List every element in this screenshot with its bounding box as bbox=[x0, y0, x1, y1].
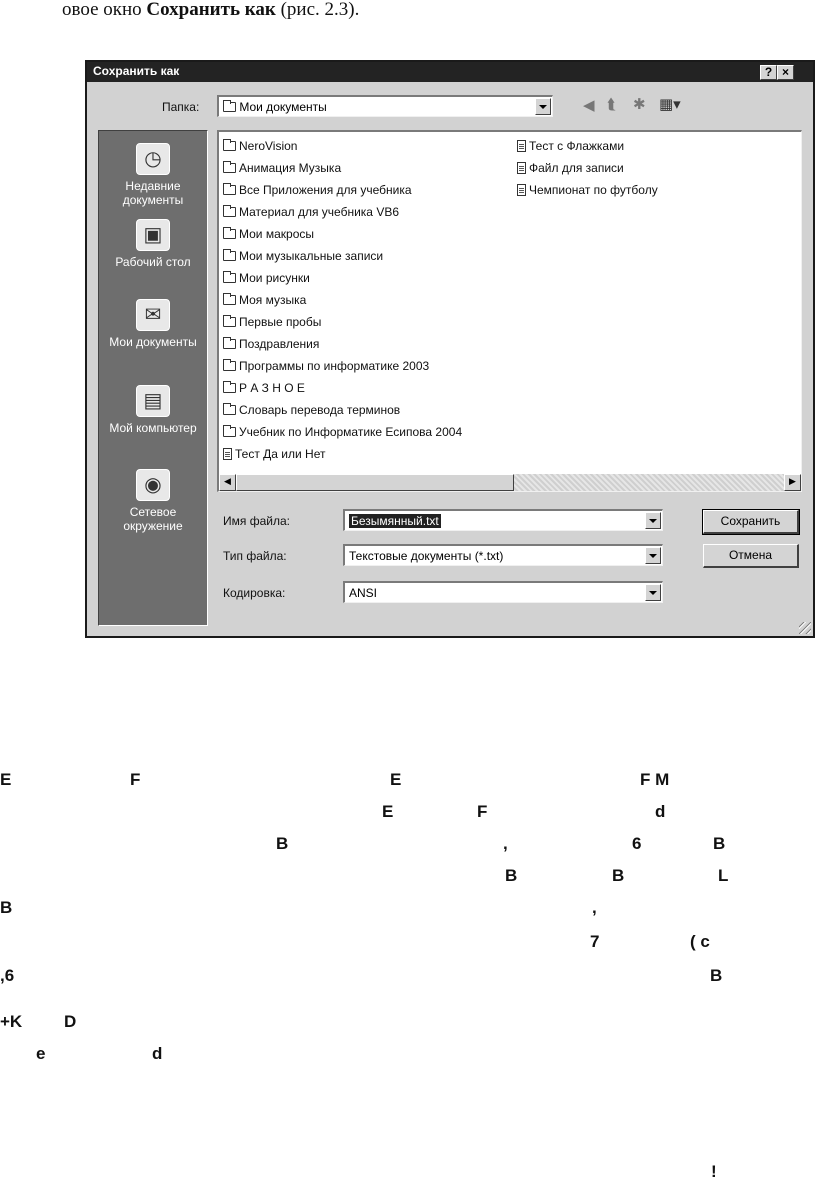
filetype-value: Текстовые документы (*.txt) bbox=[349, 549, 504, 563]
file-list-item[interactable] bbox=[223, 355, 462, 377]
folder-icon bbox=[223, 383, 236, 393]
resize-grip-icon[interactable] bbox=[799, 622, 811, 634]
file-list-item[interactable] bbox=[223, 399, 462, 421]
desktop-icon: ▣ bbox=[136, 219, 170, 251]
cancel-button[interactable]: Отмена bbox=[703, 544, 799, 568]
file-list-item[interactable] bbox=[223, 245, 462, 267]
file-name: Мои макросы bbox=[239, 227, 314, 241]
figure-caption bbox=[62, 0, 359, 20]
folder-icon bbox=[223, 251, 236, 261]
place-label: Сетевое окружение bbox=[123, 505, 183, 533]
folder-icon bbox=[223, 427, 236, 437]
text-fragment: L bbox=[718, 866, 729, 885]
scroll-thumb[interactable] bbox=[236, 474, 514, 491]
scroll-right-icon[interactable]: ▶ bbox=[784, 474, 801, 491]
chevron-down-icon[interactable] bbox=[645, 512, 661, 529]
filename-input[interactable] bbox=[343, 509, 663, 531]
computer-icon: ▤ bbox=[136, 385, 170, 417]
caption-bold: Сохранить как bbox=[146, 0, 276, 20]
folder-icon bbox=[223, 229, 236, 239]
text-fragment: ( c bbox=[690, 932, 710, 951]
save-button[interactable]: Сохранить bbox=[703, 510, 799, 534]
folder-icon bbox=[223, 339, 236, 349]
text-fragment: F bbox=[477, 802, 488, 821]
caption-prefix: овое окно bbox=[62, 0, 147, 20]
documents-icon: ✉ bbox=[136, 299, 170, 331]
text-fragment: , bbox=[592, 898, 597, 917]
filetype-label: Тип файла: bbox=[223, 549, 287, 563]
file-name: Чемпионат по футболу bbox=[529, 183, 658, 197]
text-fragment: d bbox=[152, 1044, 163, 1063]
folder-icon bbox=[223, 317, 236, 327]
save-as-dialog bbox=[85, 60, 815, 638]
file-column-2 bbox=[517, 135, 658, 201]
folder-icon bbox=[223, 163, 236, 173]
folder-icon bbox=[223, 207, 236, 217]
back-icon[interactable]: ◀ bbox=[583, 96, 595, 114]
file-name: Все Приложения для учебника bbox=[239, 183, 412, 197]
text-file-icon bbox=[223, 448, 232, 460]
file-column-1 bbox=[223, 135, 462, 465]
encoding-select[interactable] bbox=[343, 581, 663, 603]
place-label: Мои документы bbox=[109, 335, 197, 349]
file-name: Мои рисунки bbox=[239, 271, 310, 285]
file-name: Мои музыкальные записи bbox=[239, 249, 384, 263]
file-name: Материал для учебника VB6 bbox=[239, 205, 399, 219]
place-label: Недавние документы bbox=[122, 179, 184, 207]
text-file-icon bbox=[517, 140, 526, 152]
file-list-item[interactable] bbox=[223, 179, 462, 201]
text-fragment: E bbox=[0, 770, 12, 789]
file-name: Файл для записи bbox=[529, 161, 624, 175]
text-fragment: B bbox=[713, 834, 726, 853]
file-name: Поздравления bbox=[239, 337, 320, 351]
file-name: Моя музыка bbox=[239, 293, 307, 307]
file-name: Первые пробы bbox=[239, 315, 322, 329]
file-name: Р А З Н О Е bbox=[239, 381, 305, 395]
text-fragment: E bbox=[382, 802, 394, 821]
file-list-item[interactable] bbox=[223, 157, 462, 179]
close-button[interactable]: × bbox=[777, 65, 794, 80]
folder-icon bbox=[223, 141, 236, 151]
folder-icon bbox=[223, 405, 236, 415]
file-name: Анимация Музыка bbox=[239, 161, 342, 175]
place-network[interactable] bbox=[99, 469, 207, 533]
file-list-item[interactable] bbox=[517, 179, 658, 201]
encoding-value: ANSI bbox=[349, 586, 378, 600]
file-list-item[interactable] bbox=[223, 223, 462, 245]
chevron-down-icon[interactable] bbox=[645, 584, 661, 601]
text-fragment: F M bbox=[640, 770, 670, 789]
folder-label: Папка: bbox=[162, 100, 200, 114]
encoding-label: Кодировка: bbox=[223, 586, 286, 600]
file-name: Тест Да или Нет bbox=[235, 447, 326, 461]
folder-select[interactable] bbox=[217, 95, 553, 117]
text-fragment: B bbox=[0, 898, 13, 917]
place-recent[interactable] bbox=[99, 143, 207, 207]
folder-value: Мои документы bbox=[239, 100, 327, 114]
new-folder-icon[interactable]: ✱ bbox=[633, 95, 646, 113]
caption-suffix: (рис. 2.3). bbox=[275, 0, 360, 20]
file-name: Словарь перевода терминов bbox=[239, 403, 401, 417]
file-list-item[interactable] bbox=[223, 201, 462, 223]
file-name: NeroVision bbox=[239, 139, 298, 153]
text-file-icon bbox=[517, 184, 526, 196]
chevron-down-icon[interactable] bbox=[645, 547, 661, 564]
title-bar[interactable] bbox=[87, 62, 813, 82]
file-name: Учебник по Информатике Есипова 2004 bbox=[239, 425, 463, 439]
place-desktop[interactable] bbox=[99, 219, 207, 269]
folder-icon bbox=[223, 102, 236, 112]
place-label: Рабочий стол bbox=[115, 255, 191, 269]
help-button[interactable]: ? bbox=[760, 65, 777, 80]
folder-icon bbox=[223, 361, 236, 371]
text-fragment: 6 bbox=[632, 834, 642, 853]
file-list-item[interactable] bbox=[223, 421, 462, 443]
file-list-item[interactable] bbox=[223, 135, 462, 157]
text-fragment: B bbox=[612, 866, 625, 885]
folder-icon bbox=[223, 185, 236, 195]
text-fragment: F bbox=[130, 770, 141, 789]
place-label: Мой компьютер bbox=[109, 421, 197, 435]
file-list-item[interactable] bbox=[223, 443, 462, 465]
place-documents[interactable] bbox=[99, 299, 207, 349]
file-name: Тест с Флажками bbox=[529, 139, 625, 153]
file-list-item[interactable] bbox=[223, 267, 462, 289]
text-fragment: d bbox=[655, 802, 666, 821]
file-list-item[interactable] bbox=[223, 289, 462, 311]
place-computer[interactable] bbox=[99, 385, 207, 435]
text-fragment: D bbox=[64, 1012, 77, 1031]
text-fragment: B bbox=[710, 966, 723, 985]
text-fragment: B bbox=[276, 834, 289, 853]
text-fragment: B bbox=[505, 866, 518, 885]
text-file-icon bbox=[517, 162, 526, 174]
network-icon: ◉ bbox=[136, 469, 170, 501]
file-list-item[interactable] bbox=[223, 333, 462, 355]
file-list[interactable] bbox=[217, 130, 802, 492]
text-fragment: +K bbox=[0, 1012, 23, 1031]
file-list-item[interactable] bbox=[517, 157, 658, 179]
folder-icon bbox=[223, 295, 236, 305]
filename-value: Безымянный.txt bbox=[351, 514, 439, 528]
horizontal-scrollbar[interactable] bbox=[219, 474, 801, 491]
file-list-item[interactable] bbox=[223, 311, 462, 333]
text-fragment: ,6 bbox=[0, 966, 15, 985]
file-list-item[interactable] bbox=[223, 377, 462, 399]
text-fragment: e bbox=[36, 1044, 46, 1063]
chevron-down-icon[interactable] bbox=[535, 98, 551, 115]
file-list-item[interactable] bbox=[517, 135, 658, 157]
filetype-select[interactable] bbox=[343, 544, 663, 566]
dialog-title: Сохранить как bbox=[93, 64, 180, 78]
folder-icon bbox=[223, 273, 236, 283]
view-menu-icon[interactable]: ▦▾ bbox=[659, 95, 681, 113]
file-name: Программы по информатике 2003 bbox=[239, 359, 430, 373]
text-fragment: E bbox=[390, 770, 402, 789]
scroll-left-icon[interactable]: ◀ bbox=[219, 474, 236, 491]
filename-label: Имя файла: bbox=[223, 514, 290, 528]
text-fragment: ! bbox=[711, 1162, 717, 1181]
text-fragment: , bbox=[503, 834, 508, 853]
places-bar bbox=[98, 130, 208, 626]
recent-icon: ◷ bbox=[136, 143, 170, 175]
up-folder-icon[interactable]: ⮬ bbox=[607, 95, 616, 113]
text-fragment: 7 bbox=[590, 932, 600, 951]
